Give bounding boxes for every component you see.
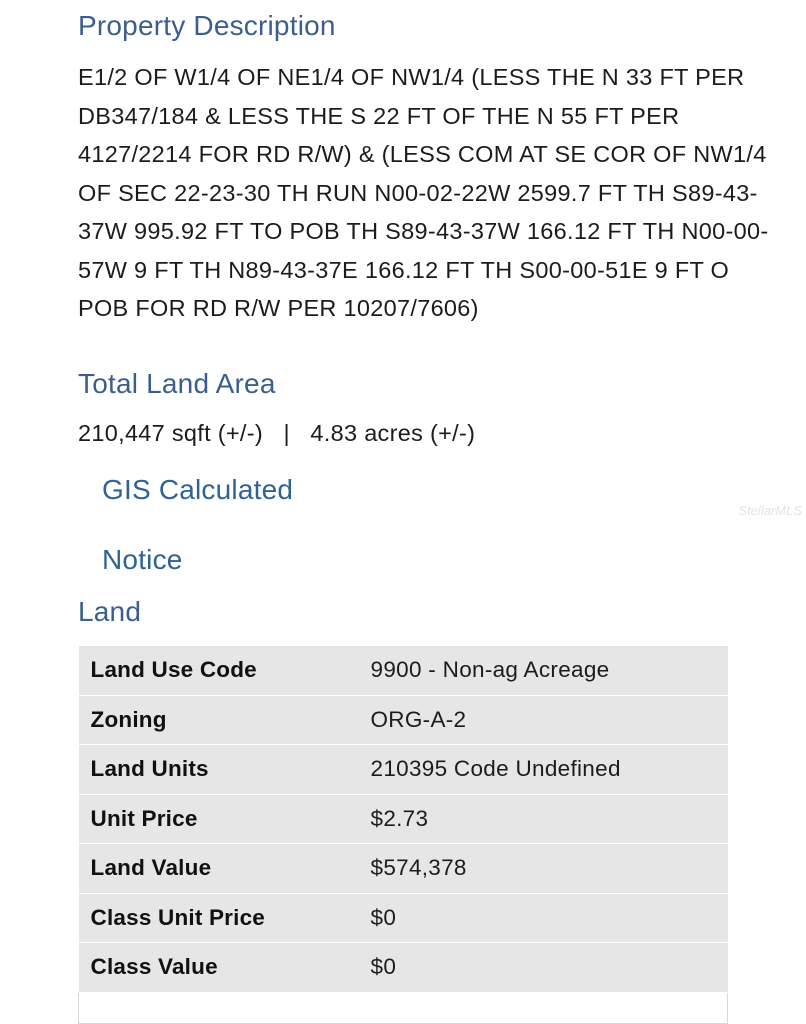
table-row — [79, 794, 728, 844]
property-description-text: E1/2 OF W1/4 OF NE1/4 OF NW1/4 (LESS THE N 33 FT PER DB347/184 & LESS THE S 22 FT OF THE N 55 FT PER 4127/2214 FOR RD R/W) & (LESS COM AT SE COR OF NW1/4 OF SEC 22-23-30 TH RUN N00-02-22W 2599.7 FT TH S89-43-37W 995.92 FT TO POB TH S89-43-37W 166.12 FT TH N00-00-57W 9 FT TH N89-43-37E 166.12 FT TH S00-00-51E 9 FT O POB FOR RD R/W PER 10207/7606) — [78, 64, 769, 321]
total-land-area-heading: Total Land Area — [78, 368, 276, 399]
class-unit-price-label: Class Unit Price — [79, 893, 359, 943]
land-value-value: $574,378 — [359, 844, 728, 894]
class-unit-price-value: $0 — [359, 893, 728, 943]
land-units-label: Land Units — [79, 745, 359, 795]
gis-calculated-link[interactable]: GIS Calculated — [102, 474, 294, 505]
table-footer-cell — [79, 992, 728, 1023]
unit-price-label: Unit Price — [79, 794, 359, 844]
table-row — [79, 943, 728, 993]
unit-price-value: $2.73 — [359, 794, 728, 844]
land-use-code-label: Land Use Code — [79, 646, 359, 695]
total-land-area-value — [78, 420, 475, 447]
area-separator: | — [283, 420, 290, 446]
zoning-label: Zoning — [79, 695, 359, 745]
land-heading: Land — [78, 596, 142, 627]
class-value-value: $0 — [359, 943, 728, 993]
table-row — [79, 893, 728, 943]
mls-watermark: StellarMLS — [738, 503, 802, 518]
land-use-code-value: 9900 - Non-ag Acreage — [359, 646, 728, 695]
notice-link[interactable]: Notice — [102, 544, 183, 575]
area-acres: 4.83 acres (+/-) — [310, 420, 476, 446]
land-units-value: 210395 Code Undefined — [359, 745, 728, 795]
table-footer-row — [79, 992, 728, 1023]
property-description-heading: Property Description — [78, 10, 336, 41]
table-row — [79, 695, 728, 745]
table-row — [79, 646, 728, 695]
table-row — [79, 745, 728, 795]
land-table — [78, 646, 728, 1024]
class-value-label: Class Value — [79, 943, 359, 993]
area-sqft: 210,447 sqft (+/-) — [78, 420, 264, 446]
land-value-label: Land Value — [79, 844, 359, 894]
zoning-value: ORG-A-2 — [359, 695, 728, 745]
table-row — [79, 844, 728, 894]
